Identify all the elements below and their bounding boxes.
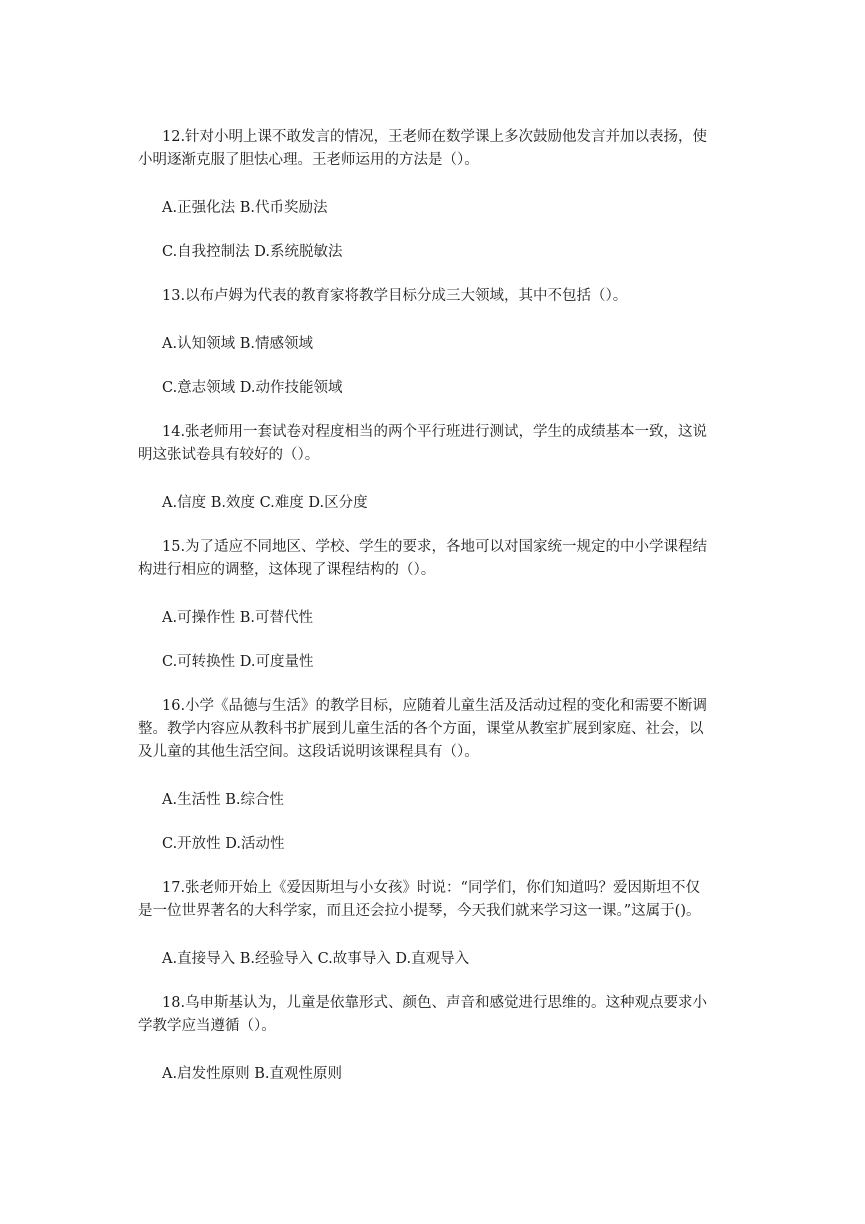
question-15 [138, 536, 728, 695]
question-text: 明这张试卷具有较好的（）。 [138, 447, 320, 463]
answer-options: A.正强化法 B.代币奖励法 [162, 200, 328, 216]
question-13 [138, 285, 728, 421]
answer-options: C.意志领域 D.动作技能领域 [162, 380, 343, 396]
answer-options: C.可转换性 D.可度量性 [162, 654, 314, 670]
answer-options: A.认知领域 B.情感领域 [162, 336, 313, 352]
question-14 [138, 421, 728, 536]
question-text: 13.以布卢姆为代表的教育家将教学目标分成三大领域，其中不包括（）。 [162, 288, 628, 304]
answer-options: A.生活性 B.综合性 [162, 792, 284, 808]
answer-options: A.信度 B.效度 C.难度 D.区分度 [162, 495, 368, 511]
question-18 [138, 992, 728, 1086]
question-text: 整。教学内容应从教科书扩展到儿童生活的各个方面，课堂从教室扩展到家庭、社会，以 [138, 721, 704, 737]
question-text: 12.针对小明上课不敢发言的情况，王老师在数学课上多次鼓励他发言并加以表扬，使 [162, 129, 708, 145]
question-16 [138, 695, 728, 877]
question-text: 17.张老师开始上《爱因斯坦与小女孩》时说：“同学们，你们知道吗？爱因斯坦不仅 [162, 880, 700, 896]
answer-options: A.直接导入 B.经验导入 C.故事导入 D.直观导入 [162, 951, 470, 967]
question-text: 及儿童的其他生活空间。这段话说明该课程具有（）。 [138, 744, 479, 760]
question-17 [138, 877, 728, 992]
answer-options: C.开放性 D.活动性 [162, 836, 285, 852]
question-text: 学教学应当遵循（）。 [138, 1018, 276, 1034]
question-text: 16.小学《品德与生活》的教学目标，应随着儿童生活及活动过程的变化和需要不断调 [162, 698, 708, 714]
question-text: 小明逐渐克服了胆怯心理。王老师运用的方法是（）。 [138, 152, 479, 168]
answer-options: A.启发性原则 B.直观性原则 [162, 1066, 342, 1082]
question-text: 构进行相应的调整，这体现了课程结构的（）。 [138, 562, 436, 578]
question-list [138, 126, 728, 1086]
question-12 [138, 126, 728, 285]
question-text: 是一位世界著名的大科学家，而且还会拉小提琴，今天我们就来学习这一课。”这属于()。 [138, 903, 701, 919]
question-text: 14.张老师用一套试卷对程度相当的两个平行班进行测试，学生的成绩基本一致，这说 [162, 424, 708, 440]
answer-options: A.可操作性 B.可替代性 [162, 610, 313, 626]
question-text: 18.乌申斯基认为，儿童是依靠形式、颜色、声音和感觉进行思维的。这种观点要求小 [162, 995, 708, 1011]
answer-options: C.自我控制法 D.系统脱敏法 [162, 244, 343, 260]
question-text: 15.为了适应不同地区、学校、学生的要求，各地可以对国家统一规定的中小学课程结 [162, 539, 708, 555]
